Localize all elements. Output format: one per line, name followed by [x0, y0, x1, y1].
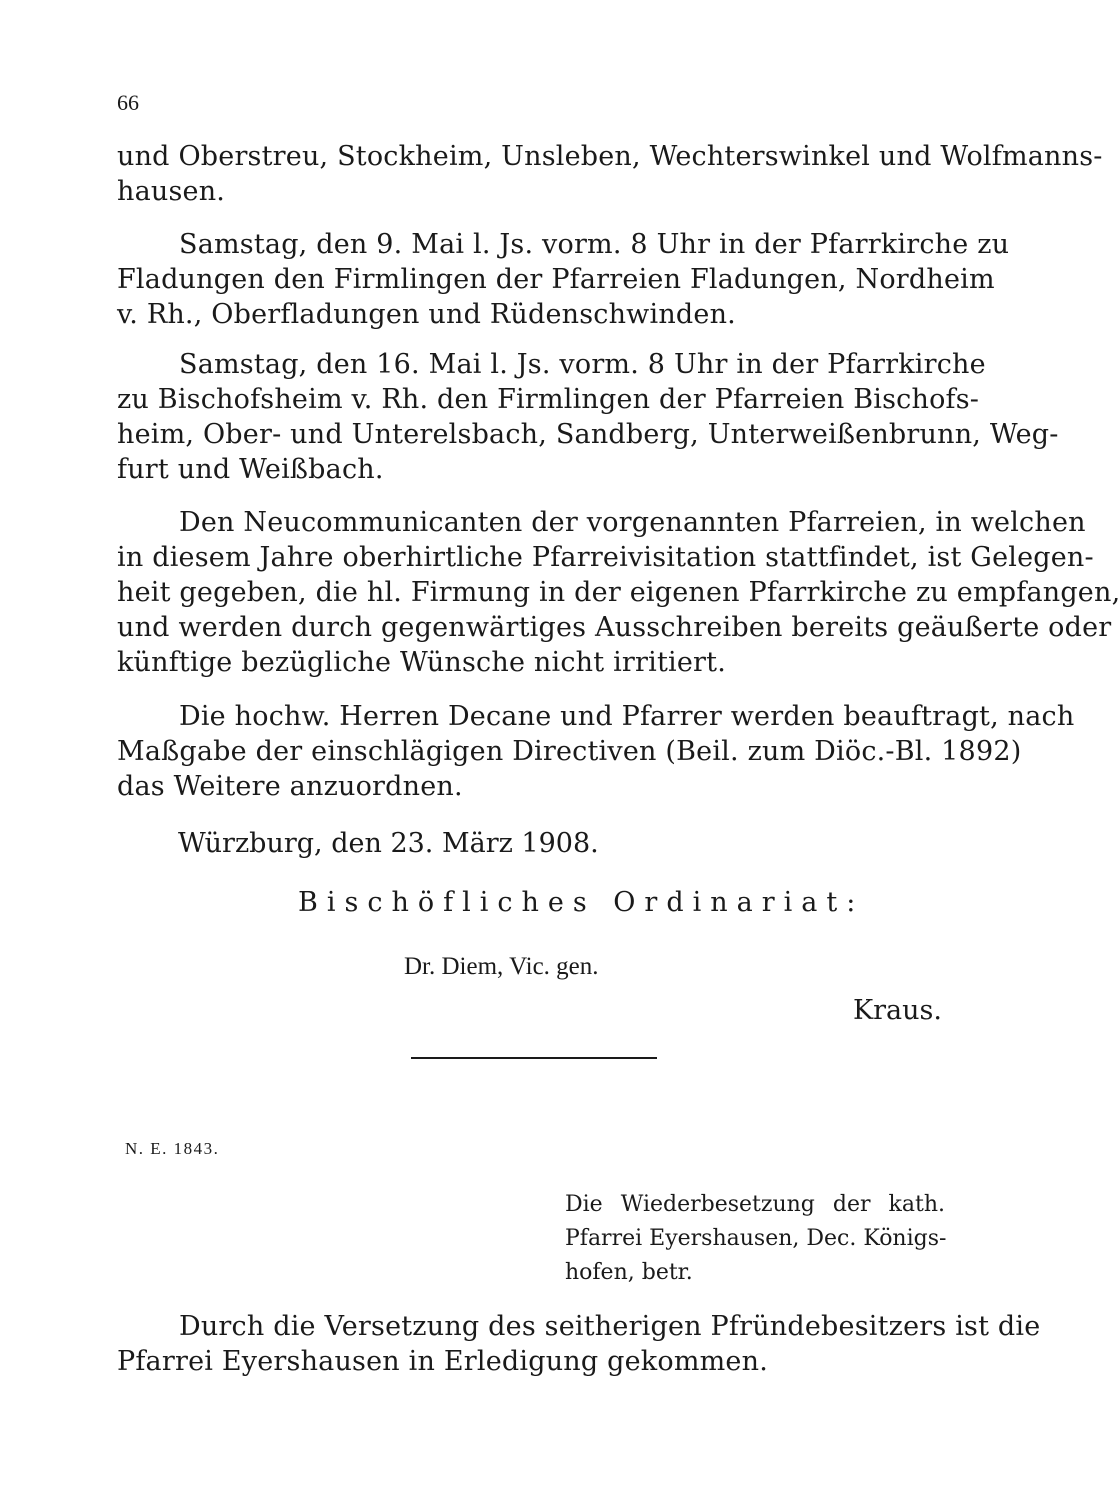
paragraph-fladungen	[117, 227, 1010, 332]
text-line: Die hochw. Herren Decane und Pfarrer werden beauftragt, nach	[179, 701, 1075, 732]
text-line: Durch die Versetzung des seitherigen Pfründebesitzers ist die	[179, 1311, 1041, 1342]
text-line: Samstag, den 9. Mai l. Js. vorm. 8 Uhr in der Pfarrkirche zu	[179, 229, 1010, 260]
text-line: und Oberstreu, Stockheim, Unsleben, Wechterswinkel und Wolfmanns-	[117, 141, 1103, 172]
section-divider	[411, 1057, 657, 1059]
issuing-authority: Bischöfliches Ordinariat:	[298, 887, 865, 918]
paragraph-vacancy	[117, 1309, 1041, 1379]
text-line: in diesem Jahre oberhirtliche Pfarreivisitation stattfindet, ist Gelegen-	[117, 542, 1094, 573]
text-line: furt und Weißbach.	[117, 454, 384, 485]
paragraph-continuation	[117, 139, 1103, 209]
subject-line: hofen, betr.	[565, 1260, 693, 1285]
text-line: hausen.	[117, 176, 226, 207]
subject-line: Pfarrei Eyershausen, Dec. Königs-	[565, 1226, 947, 1251]
page-number: 66	[117, 90, 139, 115]
subject-heading	[565, 1188, 945, 1290]
subject-line: Die Wiederbesetzung der kath.	[565, 1192, 945, 1217]
text-line: Pfarrei Eyershausen in Erledigung gekommen.	[117, 1346, 768, 1377]
signature-vicar-general: Dr. Diem, Vic. gen.	[404, 953, 599, 980]
text-line: heim, Ober- und Unterelsbach, Sandberg, Unterweißenbrunn, Weg-	[117, 419, 1059, 450]
signature-secretary: Kraus.	[852, 995, 942, 1026]
text-line: und werden durch gegenwärtiges Ausschreiben bereits geäußerte oder	[117, 612, 1112, 643]
text-line: Maßgabe der einschlägigen Directiven (Beil. zum Diöc.-Bl. 1892)	[117, 736, 1022, 767]
text-line: Den Neucommunicanten der vorgenannten Pfarreien, in welchen	[179, 507, 1086, 538]
date-line: Würzburg, den 23. März 1908.	[178, 828, 599, 859]
text-line: das Weitere anzuordnen.	[117, 771, 463, 802]
paragraph-neucommunicanten	[117, 505, 1120, 680]
text-line: Samstag, den 16. Mai l. Js. vorm. 8 Uhr in der Pfarrkirche	[179, 349, 986, 380]
text-line: v. Rh., Oberfladungen und Rüdenschwinden.	[117, 299, 736, 330]
paragraph-bischofsheim	[117, 347, 1059, 487]
reference-number: N. E. 1843.	[125, 1139, 220, 1158]
text-line: Fladungen den Firmlingen der Pfarreien Fladungen, Nordheim	[117, 264, 995, 295]
paragraph-decane	[117, 699, 1075, 804]
text-line: zu Bischofsheim v. Rh. den Firmlingen der Pfarreien Bischofs-	[117, 384, 980, 415]
text-line: heit gegeben, die hl. Firmung in der eigenen Pfarrkirche zu empfangen,	[117, 577, 1120, 608]
text-line: künftige bezügliche Wünsche nicht irritiert.	[117, 647, 726, 678]
